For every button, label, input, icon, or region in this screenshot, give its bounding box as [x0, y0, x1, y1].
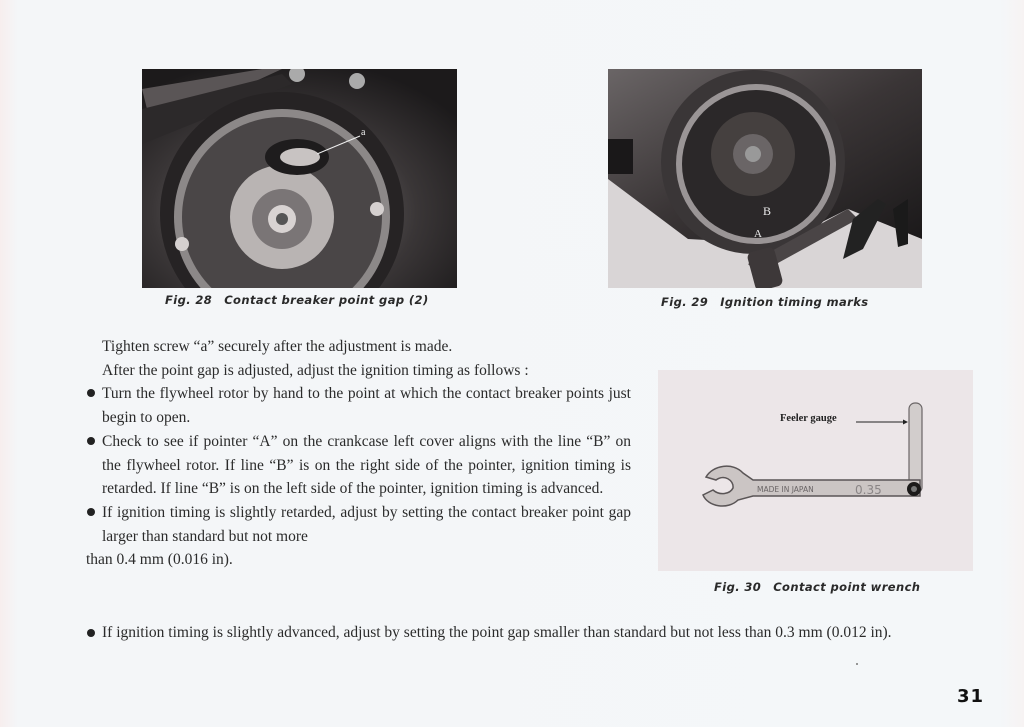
figure-28-title: Contact breaker point gap (2) — [224, 293, 429, 307]
bullet-item — [86, 501, 631, 548]
page-number: 31 — [956, 686, 984, 707]
bullet-text: If ignition timing is slightly retarded, adjust by setting the contact breaker point gap larger than standard but not more — [102, 503, 631, 545]
instructions-text — [86, 335, 631, 572]
bullet-item — [86, 621, 976, 645]
figure-29-label-b: B — [763, 204, 772, 218]
bullet-icon — [87, 437, 95, 445]
paragraph-tighten-screw: Tighten screw “a” securely after the adjustment is made. — [102, 338, 453, 355]
figure-29-number: Fig. 29 — [661, 295, 709, 309]
figure-30-title: Contact point wrench — [773, 580, 921, 594]
figure-28-photo — [142, 69, 457, 288]
instructions-text-wide — [86, 621, 976, 645]
print-speck — [856, 663, 858, 665]
figure-30-caption — [714, 580, 920, 594]
figure-29-photo — [608, 69, 922, 288]
bullet-text: Turn the flywheel rotor by hand to the point at which the contact breaker points just begin to open. — [102, 385, 631, 427]
bullet-icon — [87, 389, 95, 397]
feeler-gauge-label: Feeler gauge — [780, 413, 837, 424]
bullet-icon — [87, 508, 95, 516]
bullet-text-continuation: than 0.4 mm (0.016 in). — [86, 551, 233, 569]
paragraph-adjust-timing: After the point gap is adjusted, adjust the ignition timing as follows : — [102, 361, 529, 379]
figure-28-label-a: a — [361, 127, 366, 138]
figure-28-caption — [165, 293, 429, 307]
bullet-icon — [87, 629, 95, 637]
figure-29-caption — [661, 295, 868, 309]
figure-30-number: Fig. 30 — [714, 580, 762, 594]
bullet-text: Check to see if pointer “A” on the crankcase left cover aligns with the line “B” on the flywheel rotor. If line “B” is on the right side of the pointer, ignition timing is retarded. If line “B” is on the left side of the pointer, ignition timing is advanced. — [102, 432, 631, 498]
bullet-item — [86, 430, 631, 501]
figure-29-label-a: A — [754, 228, 762, 240]
figure-30-photo — [658, 370, 973, 571]
bullet-text: If ignition timing is slightly advanced, adjust by setting the point gap smaller than standard but not less than 0.3 mm (0.012 in). — [102, 624, 892, 641]
wrench-stamp-number: 0.35 — [855, 483, 882, 497]
wrench-stamp-text: MADE IN JAPAN — [757, 485, 814, 494]
figure-28-number: Fig. 28 — [165, 293, 213, 307]
figure-29-title: Ignition timing marks — [720, 295, 869, 309]
bullet-item — [86, 382, 631, 429]
